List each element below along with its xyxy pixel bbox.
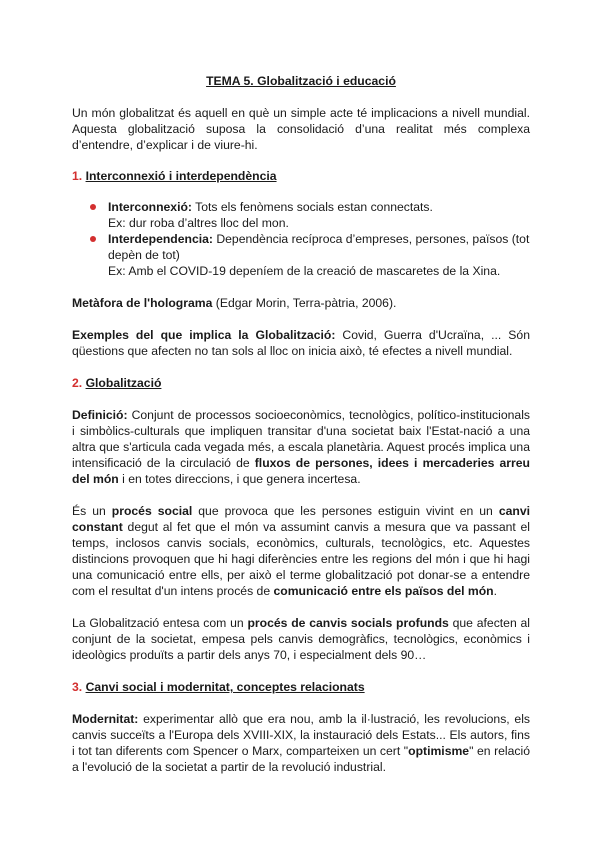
- social-process-paragraph: [72, 503, 530, 599]
- term-definition: Tots els fenòmens socials estan connectats.: [191, 200, 433, 214]
- section-number: 3.: [72, 680, 83, 694]
- bullet-icon: [90, 204, 96, 210]
- section-heading-text: Canvi social i modernitat, conceptes relacionats: [85, 680, 365, 694]
- highlight-text: procés social: [111, 504, 193, 518]
- interconnection-list: [72, 199, 530, 279]
- term: Interdependencia:: [108, 232, 213, 246]
- modernity-paragraph: [72, 711, 530, 775]
- highlight-text: optimisme: [408, 744, 470, 758]
- definition-paragraph: [72, 407, 530, 487]
- examples-text: Covid, Guerra d'Ucraïna, ... Són qüestions que afecten no tan sols al lloc on inicia això, té efectes a nivell mundial.: [72, 328, 530, 358]
- examples-term: Exemples del que implica la Globalització:: [72, 328, 336, 342]
- examples-paragraph: [72, 327, 530, 359]
- section-heading-text: Globalització: [85, 376, 162, 390]
- list-item: [72, 199, 530, 231]
- social-change-paragraph: [72, 615, 530, 663]
- highlight-text: comunicació entre els països del món: [273, 584, 494, 598]
- term-definition: Dependència recíproca d’empreses, persones, països (tot depèn de tot): [108, 232, 530, 262]
- metaphor-term: Metàfora de l'holograma: [72, 296, 213, 310]
- paragraph-text: que provoca que les persones estiguin vivint en un: [192, 504, 499, 518]
- highlight-text: canvi constant: [72, 504, 530, 534]
- metaphor-text: (Edgar Morin, Terra-pàtria, 2006).: [212, 296, 397, 310]
- definition-text: Conjunt de processos socioeconòmics, tecnològics, político-institucionals i simbòlics-culturals que impliquen transitar d'una societat baix l'Estat-nació a una altra que s'articula cada vegada més, a escala planetària. Aquest procés implica una intensificació de la circulació de: [72, 408, 530, 470]
- highlight-text: fluxos de persones, idees i mercaderies arreu del món: [72, 456, 530, 486]
- section-heading-text: Interconnexió i interdependència: [85, 169, 277, 183]
- section-number: 2.: [72, 376, 83, 390]
- metaphor-paragraph: [72, 295, 530, 311]
- modernity-term: Modernitat:: [72, 712, 139, 726]
- section-2-heading: [72, 375, 530, 391]
- paragraph-text: degut al fet que el món va assumint canvis a mesura que va passant el temps, inclosos canvis socials, econòmics, culturals, tecnològics, etc. Aquestes distincions provoquen que hi hagi diferències entre les regions del món i que hi hagi una comunicació entre ells, per això el terme globalització pot donar-se a entendre com el resultat d'un intens procés de: [72, 520, 530, 598]
- definition-text: i en totes direccions, i que genera incertesa.: [118, 472, 361, 486]
- page-title: TEMA 5. Globalització i educació: [206, 74, 396, 88]
- intro-paragraph: Un món globalitzat és aquell en què un simple acte té implicacions a nivell mundial. Aquesta globalització suposa la consolidació d’una realitat més complexa d’entendre, d’explicar i de viure-hi.: [72, 106, 530, 152]
- term: Interconnexió:: [108, 200, 192, 214]
- example-text: Ex: dur roba d’altres lloc del mon.: [108, 216, 289, 230]
- paragraph-text: experimentar allò que era nou, amb la il·lustració, les revolucions, els canvis succeïts a l'Europa dels XVIII-XIX, la instauració dels Estats... Els autors, fins i tot tan diferents com Spencer o Marx, comparteixen un cert ": [72, 712, 530, 758]
- list-item: [72, 231, 530, 279]
- paragraph-text: " en relació a l'evolució de la societat a partir de la revolució industrial.: [72, 744, 530, 774]
- example-text: Ex: Amb el COVID-19 depeníem de la creació de mascaretes de la Xina.: [108, 264, 501, 278]
- bullet-icon: [90, 236, 96, 242]
- paragraph-text: La Globalització entesa com un: [72, 616, 248, 630]
- paragraph-text: que afecten al conjunt de la societat, empesa pels canvis demogràfics, tecnològics, econòmics i ideològics produïts a partir dels anys 70, i especialment dels 90…: [72, 616, 530, 662]
- paragraph-text: És un: [72, 504, 112, 518]
- highlight-text: procés de canvis socials profunds: [247, 616, 449, 630]
- paragraph-text: .: [493, 584, 498, 598]
- definition-term: Definició:: [72, 408, 128, 422]
- section-number: 1.: [72, 169, 83, 183]
- section-3-heading: [72, 679, 530, 695]
- section-1-heading: [72, 168, 530, 184]
